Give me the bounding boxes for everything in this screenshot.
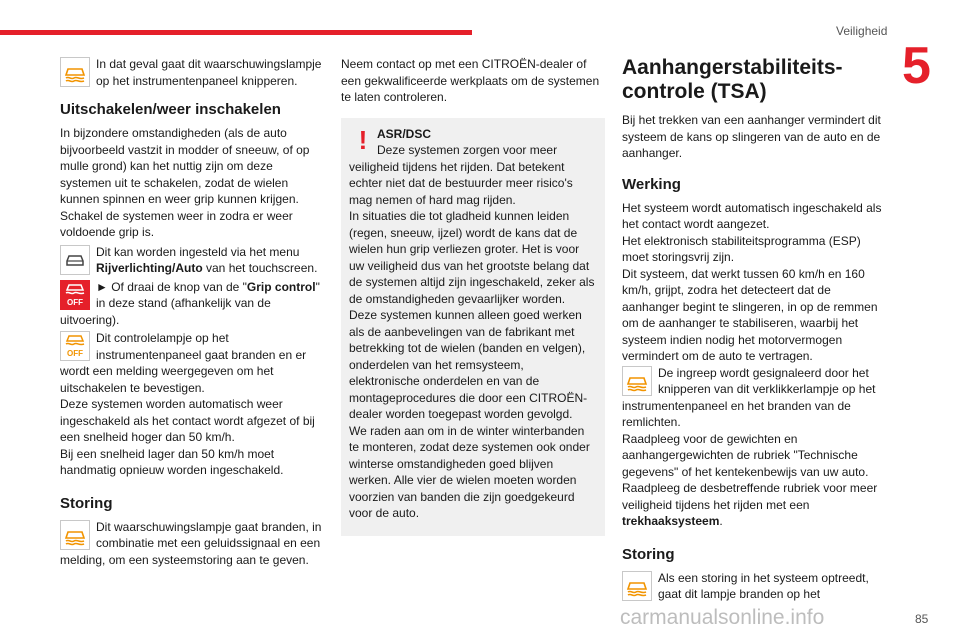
paragraph: Dit kan worden ingesteld via het menu Rijverlichting/Auto van het touchscreen. xyxy=(96,244,318,275)
esp-fault-icon xyxy=(60,520,90,550)
esp-off-button-icon xyxy=(60,280,90,310)
esp-warning-icon xyxy=(60,57,90,87)
paragraph: In dat geval gaat dit waarschuwingslampje op het instrumentenpaneel knipperen. xyxy=(96,57,322,88)
off-label-lamp: OFF xyxy=(67,349,83,358)
watermark: carmanualsonline.info xyxy=(620,606,825,629)
paragraph: Dit systeem, dat werkt tussen 60 km/h en 160 km/h, grijpt, zodra het detecteert dat de aanhanger begint te slingeren, in op de remmen om de aanhanger te stabiliseren, waarbij het systeem indien nodig het motorvermogen vermindert om de auto te vertragen. xyxy=(622,266,878,363)
tsa-lamp-row xyxy=(622,365,886,431)
warning-exclamation-icon: ! xyxy=(358,124,368,155)
touchscreen-row xyxy=(60,244,322,277)
tsa-fault-icon xyxy=(622,571,652,601)
esp-off-lamp-row xyxy=(60,330,322,396)
heading-switch: Uitschakelen/weer inschakelen xyxy=(60,101,281,118)
paragraph: Deze systemen kunnen alleen goed werken als de aanbevelingen van de fabrikant met betrekking tot de wielen (banden en velgen), onderdelen van het remsysteem, elektronische onderdelen en van de montageprocedures die door een CITROËN-dealer worden toegepast worden gevolgd. xyxy=(349,308,588,421)
paragraph: Bij een snelheid lager dan 50 km/h moet handmatig opnieuw worden ingeschakeld. xyxy=(60,446,284,477)
paragraph: Deze systemen worden automatisch weer ingeschakeld als het contact wordt afgezet of bij een snelheid hoger dan 50 km/h. xyxy=(60,397,315,444)
column-3 xyxy=(622,56,886,603)
grip-control-row xyxy=(60,279,322,329)
paragraph: Raadpleeg voor de gewichten en aanhangergewichten de rubriek "Technische gegevens" of het kentekenbewijs van uw auto. xyxy=(622,431,869,479)
tsa-fault-row xyxy=(622,570,886,603)
grip-control-term: Grip control xyxy=(246,279,316,294)
esp-off-lamp-icon xyxy=(60,331,90,361)
top-accent-bar xyxy=(0,30,472,35)
page-title: Aanhangerstabiliteits-controle (TSA) xyxy=(622,56,843,103)
esp-flash-row xyxy=(60,56,322,89)
fault-row xyxy=(60,519,322,569)
paragraph: Bij het trekken van een aanhanger vermindert dit systeem de kans op slingeren van de auto en de aanhanger. xyxy=(622,113,881,160)
column-1 xyxy=(60,56,322,568)
heading-work: Werking xyxy=(622,175,681,193)
trailer-stability-icon xyxy=(622,366,652,396)
menu-name: Rijverlichting/Auto xyxy=(96,261,203,275)
column-2 xyxy=(341,56,605,536)
section-title: Veiligheid xyxy=(836,24,888,38)
towbar-term: trekhaaksysteem xyxy=(622,514,720,528)
paragraph: Dit controlelampje op het instrumentenpaneel gaat branden en er wordt een melding weergegeven om het uitschakelen te bevestigen. xyxy=(60,331,307,395)
paragraph: Raadpleeg de desbetreffende rubriek voor meer veiligheid tijdens het rijden met een trekhaaksysteem. xyxy=(622,481,878,528)
paragraph: Het systeem wordt automatisch ingeschakeld als het contact wordt aangezet. xyxy=(622,200,882,231)
page-number: 85 xyxy=(915,612,929,626)
paragraph: Als een storing in het systeem optreedt, gaat dit lampje branden op het xyxy=(658,570,869,601)
paragraph: In situaties die tot gladheid kunnen leiden (regen, sneeuw, ijzel) wordt de kans dat de wielen hun grip verliezen groter. Het is voor uw veiligheid dus van het grootste belang dat de systemen altijd zijn ingeschakeld, zeker als de omstandigheden gevaarlijker worden. xyxy=(349,209,595,306)
box-title: ASR/DSC xyxy=(377,126,432,141)
warning-box xyxy=(341,118,605,536)
paragraph: Dit waarschuwingslampje gaat branden, in combinatie met een geluidssignaal en een melding, om een systeemstoring aan te geven. xyxy=(60,519,322,567)
paragraph: We raden aan om in de winter winterbanden te monteren, zodat deze systemen ook onder winterse omstandigheden goed blijven werken. Alle vier de wielen moeten worden voorzien van banden die zijn goedgekeurd voor de auto. xyxy=(349,423,590,520)
paragraph: De ingreep wordt gesignaleerd door het knipperen van dit verklikkerlampje op het instrumentenpaneel en het branden van de remlichten. xyxy=(622,365,876,429)
paragraph: In bijzondere omstandigheden (als de auto bijvoorbeeld vastzit in modder of sneeuw, of op mulle grond) kan het nuttig zijn om deze systemen uit te schakelen, zodat de wielen kunnen spinnen en weer grip kunnen krijgen. Schakel de systemen weer in zodra er weer voldoende grip is. xyxy=(60,126,310,239)
car-icon xyxy=(60,245,90,275)
heading-fault: Storing xyxy=(60,494,113,512)
chapter-number: 5 xyxy=(902,37,931,95)
paragraph: Neem contact op met een CITROËN-dealer of een gekwalificeerde werkplaats om de systemen te laten controleren. xyxy=(341,57,600,104)
off-label: OFF xyxy=(67,297,83,307)
paragraph: ► Of draai de knop van de "Grip control" in deze stand (afhankelijk van de uitvoering). xyxy=(60,279,320,327)
paragraph: Deze systemen zorgen voor meer veiligheid tijdens het rijden. Dat betekent echter niet dat de bestuurder meer risico's mag nemen of hard mag rijden. xyxy=(349,143,573,207)
paragraph: Het elektronisch stabiliteitsprogramma (ESP) moet storingsvrij zijn. xyxy=(622,233,861,264)
heading-fault: Storing xyxy=(622,545,675,563)
